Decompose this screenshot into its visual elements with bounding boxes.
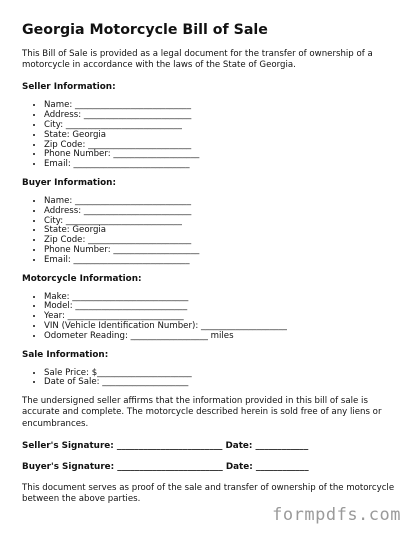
motorcycle-vin-field: • VIN (Vehicle Identification Number): ____________________ [44, 322, 402, 332]
motorcycle-odometer-field: • Odometer Reading: __________________ miles [44, 332, 402, 342]
motorcycle-list [22, 293, 402, 342]
seller-signature-line: Seller's Signature: ________________________ Date: ____________ [22, 440, 309, 451]
intro-paragraph: This Bill of Sale is provided as a legal document for the transfer of ownership of a motorcycle in accordance with the laws of the State of Georgia. [22, 49, 373, 71]
buyer-heading: Buyer Information: [22, 177, 116, 188]
seller-city-field: • City: ___________________________ [44, 121, 402, 131]
buyer-name-field: • Name: ___________________________ [44, 197, 402, 207]
motorcycle-make-field: • Make: ___________________________ [44, 293, 402, 303]
buyer-city-field: • City: ___________________________ [44, 217, 402, 227]
buyer-zip-field: • Zip Code: ________________________ [44, 236, 402, 246]
seller-phone-field: • Phone Number: ____________________ [44, 150, 402, 160]
seller-address-field: • Address: _________________________ [44, 111, 402, 121]
sale-heading: Sale Information: [22, 349, 109, 360]
seller-list [22, 101, 402, 170]
buyer-signature-line: Buyer's Signature: ________________________ Date: ____________ [22, 461, 309, 472]
document-title: Georgia Motorcycle Bill of Sale [22, 22, 268, 38]
motorcycle-model-field: • Model: __________________________ [44, 302, 402, 312]
seller-name-field: • Name: ___________________________ [44, 101, 402, 111]
sale-price-field: • Sale Price: $______________________ [44, 369, 402, 379]
buyer-address-field: • Address: _________________________ [44, 207, 402, 217]
seller-email-field: • Email: ___________________________ [44, 160, 402, 170]
motorcycle-year-field: • Year: ___________________________ [44, 312, 402, 322]
seller-heading: Seller Information: [22, 82, 116, 93]
sale-list [22, 369, 402, 389]
document-page [22, 22, 402, 505]
seller-zip-field: • Zip Code: ________________________ [44, 141, 402, 151]
closing-paragraph: This document serves as proof of the sale and transfer of ownership of the motorcycle between the above parties. [22, 482, 395, 504]
watermark: formpdfs.com [272, 505, 401, 525]
buyer-list [22, 197, 402, 266]
seller-state-field: • State: Georgia [44, 131, 402, 141]
motorcycle-heading: Motorcycle Information: [22, 273, 142, 284]
buyer-email-field: • Email: ___________________________ [44, 256, 402, 266]
buyer-phone-field: • Phone Number: ____________________ [44, 246, 402, 256]
sale-date-field: • Date of Sale: ____________________ [44, 378, 402, 388]
buyer-state-field: • State: Georgia [44, 226, 402, 236]
affirmation-paragraph: The undersigned seller affirms that the information provided in this bill of sale is accurate and complete. The motorcycle described herein is sold free of any liens or encumbrances. [22, 396, 382, 429]
